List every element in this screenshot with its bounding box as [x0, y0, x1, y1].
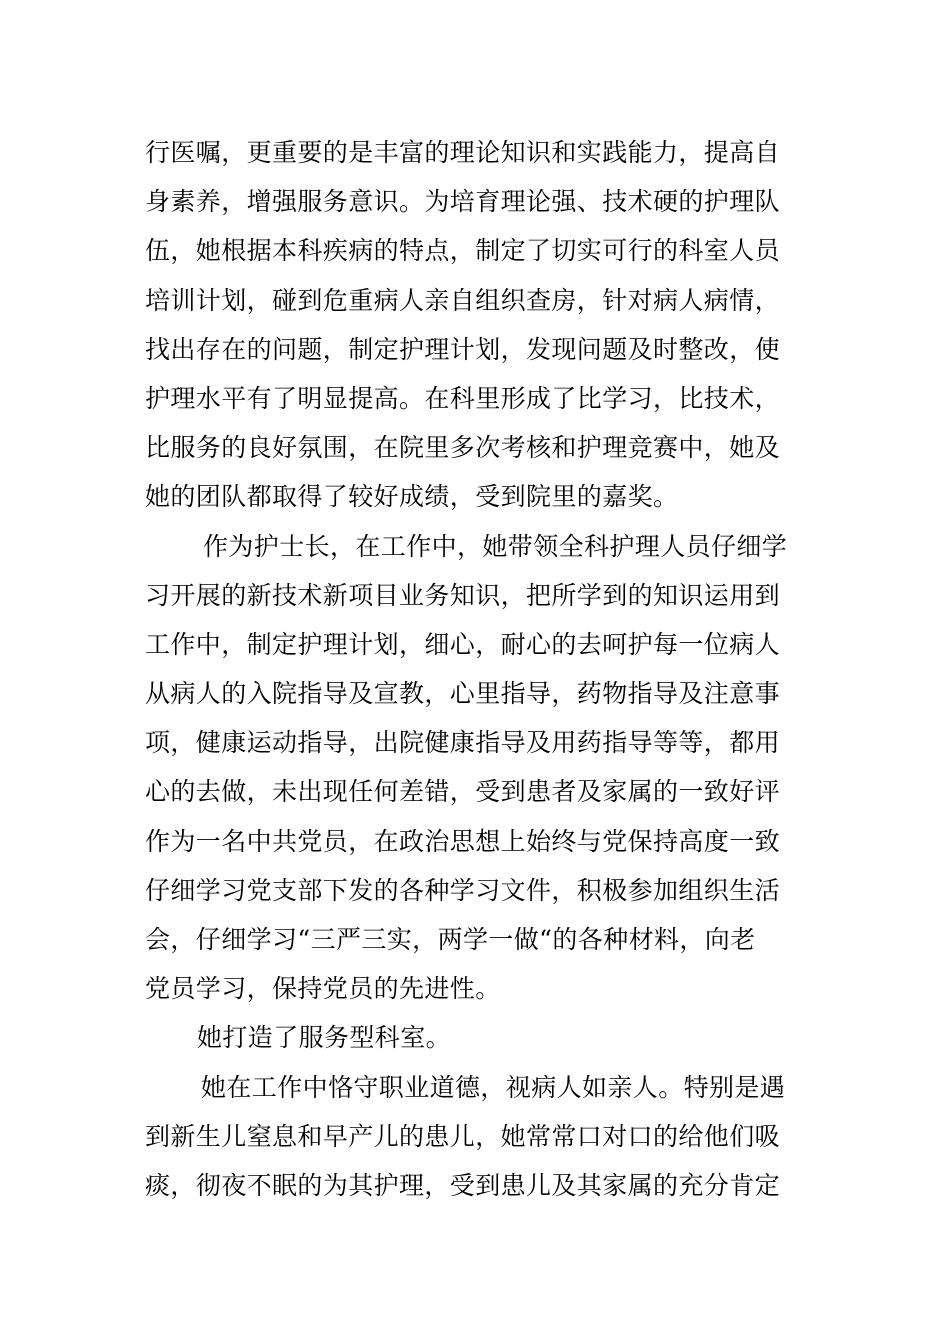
text-line: 仔细学习党支部下发的各种学习文件，积极参加组织生活 — [145, 875, 781, 905]
text-line: 项，健康运动指导，出院健康指导及用药指导等等，都用 — [145, 728, 781, 758]
text-line: 会，仔细学习“三严三实，两学一做“的各种材料，向老 — [145, 925, 756, 954]
text-line: 党员学习，保持党员的先进性。 — [145, 974, 501, 1004]
text-line: 她在工作中恪守职业道德，视病人如亲人。特别是遇 — [201, 1072, 786, 1102]
text-line: 培训计划，碰到危重病人亲自组织查房，针对病人病情， — [145, 285, 781, 315]
body-text — [145, 128, 810, 1210]
text-line: 身素养，增强服务意识。为培育理论强、技术硬的护理队 — [145, 187, 781, 217]
text-line: 作为护士长，在工作中，她带领全科护理人员仔细学 — [203, 531, 788, 561]
text-line: 工作中，制定护理计划，细心，耐心的去呵护每一位病人 — [145, 629, 781, 659]
text-line: 痰，彻夜不眠的为其护理，受到患儿及其家属的充分肯定 — [145, 1170, 781, 1200]
text-line: 心的去做，未出现任何差错，受到患者及家属的一致好评 — [145, 777, 781, 807]
text-line: 行医嘱，更重要的是丰富的理论知识和实践能力，提高自 — [145, 138, 781, 167]
text-line: 比服务的良好氛围，在院里多次考核和护理竞赛中，她及 — [145, 433, 781, 463]
text-line: 伍，她根据本科疾病的特点，制定了切实可行的科室人员 — [145, 236, 781, 266]
text-line: 习开展的新技术新项目业务知识，把所学到的知识运用到 — [145, 580, 781, 610]
text-line: 到新生儿窒息和早产儿的患儿，她常常口对口的给他们吸 — [145, 1121, 781, 1151]
text-line: 从病人的入院指导及宣教，心里指导，药物指导及注意事 — [145, 679, 781, 709]
text-line: 护理水平有了明显提高。在科里形成了比学习，比技术， — [145, 383, 781, 413]
text-line: 找出存在的问题，制定护理计划，发现问题及时整改，使 — [145, 334, 781, 364]
text-line: 作为一名中共党员，在政治思想上始终与党保持高度一致 — [145, 826, 781, 856]
text-line: 她的团队都取得了较好成绩，受到院里的嘉奖。 — [145, 482, 679, 512]
text-line: 她打造了服务型科室。 — [197, 1023, 452, 1053]
